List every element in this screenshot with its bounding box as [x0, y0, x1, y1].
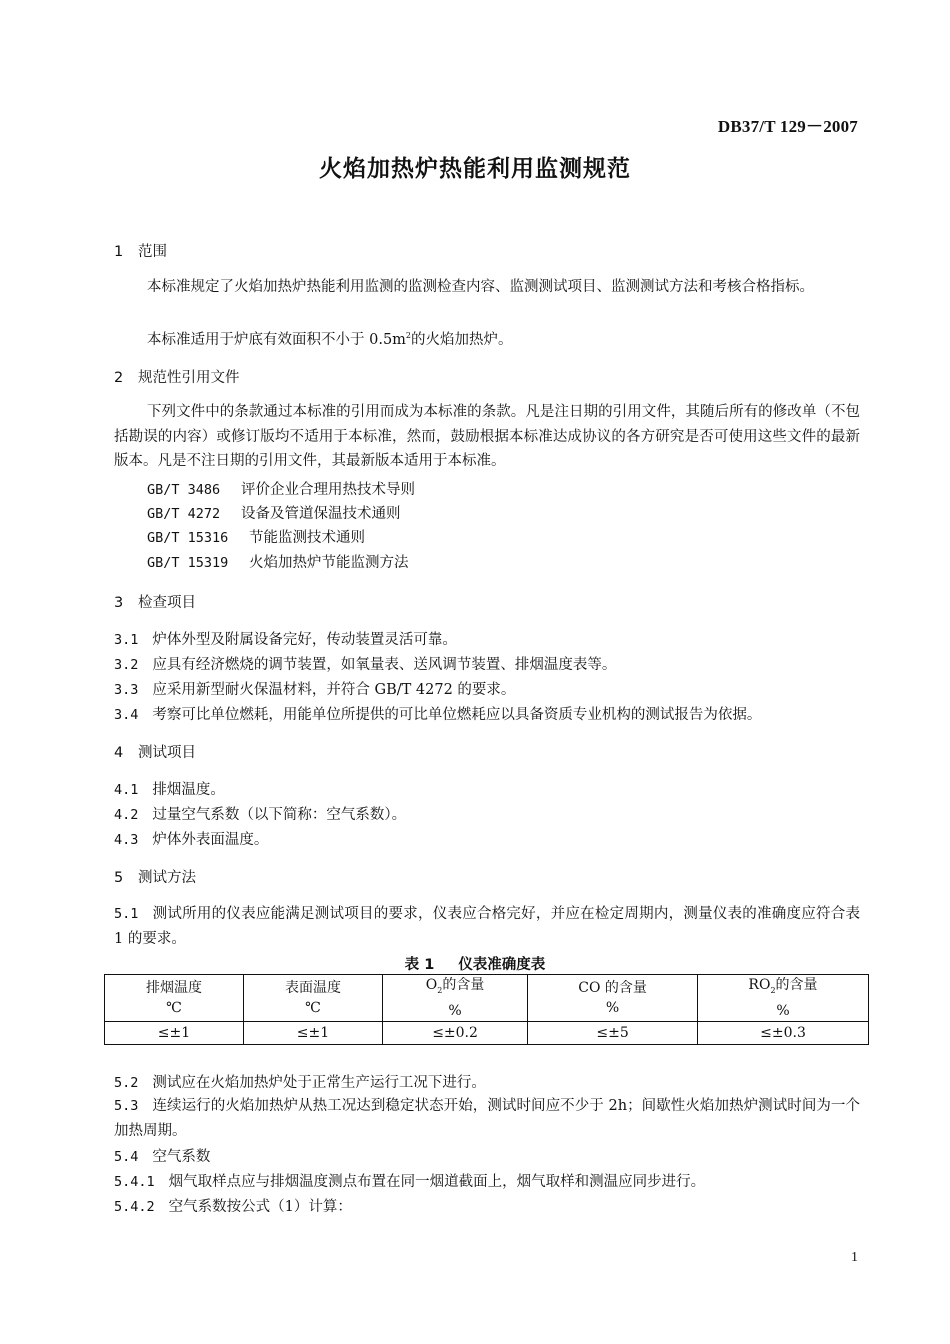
- table-cell: ≤±0.2: [382, 1021, 527, 1044]
- clause-text: 排烟温度。: [152, 782, 225, 798]
- table-header-cell: [105, 975, 244, 1022]
- reference-name: 设备及管道保温技术通则: [241, 506, 401, 522]
- clause-text: 连续运行的火焰加热炉从热工况达到稳定状态开始，测试时间应不少于 2h；间歇性火焰加热炉测试时间为一个加热周期。: [114, 1098, 860, 1139]
- clause-number: 4.2: [114, 807, 139, 823]
- table-header-cell: [697, 975, 868, 1022]
- table-cell: ≤±5: [528, 1021, 698, 1044]
- section-number: 5: [114, 870, 124, 886]
- header-unit: ℃: [305, 999, 321, 1016]
- clause-number: 5.4.2: [114, 1199, 155, 1215]
- header-name: [383, 975, 527, 1001]
- paragraph-text: 本标准适用于炉底有效面积不小于 0.5m: [147, 331, 406, 348]
- table-header-row: [105, 975, 869, 1022]
- section-title: 检查项目: [138, 595, 196, 611]
- header-text: 的含量: [442, 977, 485, 993]
- clause-number: 4.3: [114, 832, 139, 848]
- clause-text: 过量空气系数（以下简称：空气系数）。: [152, 807, 407, 823]
- clause-number: 5.2: [114, 1075, 139, 1091]
- clause-text: 空气系数: [152, 1149, 211, 1165]
- subscript: 2: [437, 985, 443, 995]
- clause-text: 考察可比单位燃耗，用能单位所提供的可比单位燃耗应以具备资质专业机构的测试报告为依据。: [152, 707, 762, 723]
- clause-number: 4.1: [114, 782, 139, 798]
- reference-code: GB/T 3486: [147, 482, 221, 498]
- section-title: 测试方法: [138, 870, 196, 886]
- clause-3-2: [114, 653, 616, 674]
- clause-5-1: [114, 902, 860, 951]
- table-cell: ≤±1: [105, 1021, 244, 1044]
- clause-text: 应采用新型耐火保温材料，并符合 GB/T 4272 的要求。: [152, 682, 516, 698]
- clause-5-3: [114, 1094, 860, 1143]
- reference-code: GB/T 15319: [147, 555, 229, 571]
- table-header-cell: [382, 975, 527, 1022]
- clause-number: 5.4.1: [114, 1174, 155, 1190]
- header-unit: %: [605, 999, 620, 1016]
- section-title: 规范性引用文件: [138, 370, 240, 386]
- clause-number: 3.4: [114, 707, 139, 723]
- section-number: 4: [114, 745, 124, 761]
- section-title: 范围: [138, 244, 167, 260]
- clause-3-4: [114, 703, 761, 724]
- reference-code: GB/T 15316: [147, 530, 229, 546]
- reference-item: [147, 478, 415, 499]
- header-name: 表面温度: [284, 979, 341, 996]
- reference-item: [147, 502, 401, 523]
- section-number: 2: [114, 370, 124, 386]
- header-text: O: [425, 977, 438, 993]
- section-4-heading: [114, 741, 196, 762]
- section-2-paragraph: 下列文件中的条款通过本标准的引用而成为本标准的条款。凡是注日期的引用文件，其随后所有的修改单（不包括勘误的内容）或修订版均不适用于本标准，然而，鼓励根据本标准达成协议的各方研究是否可使用这些文件的最新版本。凡是不注日期的引用文件，其最新版本适用于本标准。: [114, 404, 860, 469]
- standard-code: DB37/T 129－2007: [717, 117, 858, 136]
- clause-number: 5.3: [114, 1098, 139, 1114]
- header-name: CO 的含量: [578, 979, 647, 996]
- header-unit: %: [448, 1002, 462, 1019]
- table-caption: [0, 953, 950, 974]
- section-1-heading: [114, 240, 167, 261]
- subscript: 2: [770, 985, 776, 995]
- header-text: 的含量: [775, 977, 818, 993]
- header-unit: ℃: [166, 999, 182, 1016]
- section-5-heading: [114, 866, 196, 887]
- clause-text: 空气系数按公式（1）计算：: [168, 1199, 352, 1215]
- clause-text: 测试应在火焰加热炉处于正常生产运行工况下进行。: [152, 1075, 486, 1091]
- header-name: 排烟温度: [145, 979, 202, 996]
- clause-text: 炉体外表面温度。: [152, 832, 269, 848]
- section-number: 1: [114, 244, 124, 260]
- table-header-cell: [243, 975, 382, 1022]
- clause-4-1: [114, 778, 225, 799]
- header-text: RO: [748, 977, 771, 993]
- clause-5-4: [114, 1145, 210, 1166]
- paragraph-text: 的火焰加热炉。: [411, 331, 513, 348]
- table-number: 表 1: [404, 957, 435, 973]
- clause-5-4-1: [114, 1170, 705, 1191]
- header-name: [698, 975, 868, 1001]
- clause-number: 5.4: [114, 1149, 139, 1165]
- reference-item: [147, 551, 409, 572]
- clause-4-3: [114, 828, 268, 849]
- section-3-heading: [114, 591, 196, 612]
- clause-number: 3.3: [114, 682, 139, 698]
- table-cell: ≤±1: [243, 1021, 382, 1044]
- superscript: 2: [405, 331, 412, 340]
- reference-item: [147, 526, 365, 547]
- clause-5-2: [114, 1071, 486, 1092]
- clause-3-1: [114, 628, 457, 649]
- accuracy-table: [104, 974, 869, 1045]
- clause-5-4-2: [114, 1195, 352, 1216]
- reference-code: GB/T 4272: [147, 506, 221, 522]
- clause-text: 应具有经济燃烧的调节装置，如氧量表、送风调节装置、排烟温度表等。: [152, 657, 617, 673]
- clause-number: 5.1: [114, 906, 139, 922]
- clause-number: 3.2: [114, 657, 139, 673]
- section-number: 3: [114, 595, 124, 611]
- clause-4-2: [114, 803, 406, 824]
- section-2-heading: [114, 366, 240, 387]
- section-1-paragraph-1: 本标准规定了火焰加热炉热能利用监测的监测检查内容、监测测试项目、监测测试方法和考核合格指标。: [147, 279, 814, 295]
- reference-name: 火焰加热炉节能监测方法: [249, 555, 409, 571]
- reference-name: 评价企业合理用热技术导则: [241, 482, 415, 498]
- clause-3-3: [114, 678, 515, 699]
- page-number: 1: [851, 1250, 858, 1265]
- table-header-cell: [528, 975, 698, 1022]
- header-unit: %: [776, 1002, 790, 1019]
- reference-name: 节能监测技术通则: [249, 530, 365, 546]
- section-1-paragraph-2: [114, 324, 860, 352]
- table-title: 仪表准确度表: [458, 957, 546, 973]
- clause-number: 3.1: [114, 632, 139, 648]
- clause-text: 炉体外型及附属设备完好，传动装置灵活可靠。: [152, 632, 457, 648]
- table-cell: ≤±0.3: [697, 1021, 868, 1044]
- document-title: 火焰加热炉热能利用监测规范: [319, 156, 631, 182]
- table-value-row: [105, 1021, 869, 1044]
- clause-text: 烟气取样点应与排烟温度测点布置在同一烟道截面上，烟气取样和测温应同步进行。: [168, 1174, 706, 1190]
- section-title: 测试项目: [138, 745, 196, 761]
- clause-text: 测试所用的仪表应能满足测试项目的要求，仪表应合格完好，并应在检定周期内，测量仪表的准确度应符合表 1 的要求。: [114, 906, 860, 947]
